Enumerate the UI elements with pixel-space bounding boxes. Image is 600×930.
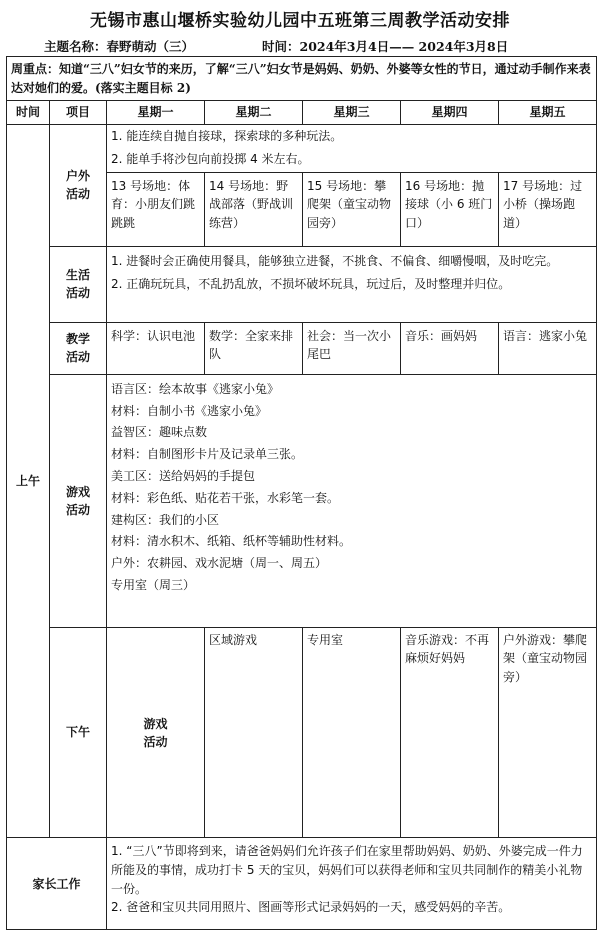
theme-label: 主题名称：: [44, 39, 107, 54]
teaching-friday: 语言：逃家小兔: [499, 322, 597, 374]
header-time: 时间: [7, 101, 50, 125]
venue-wednesday: 15 号场地：攀爬架（童宝动物园旁）: [303, 172, 401, 246]
game-line: 户外：农耕园、戏水泥塘（周一、周五）: [111, 556, 328, 571]
life-goal: 1. 进餐时会正确使用餐具，能够独立进餐，不挑食、不偏食、细嚼慢咽，及时吃完。: [111, 253, 559, 268]
schedule-table: [6, 56, 597, 930]
parent-line: 1. “三八”节即将到来，请爸爸妈妈们允许孩子们在家里帮助妈妈、奶奶、外婆完成一件力所能及的事情，成功打卡 5 天的宝贝，妈妈们可以获得老师和宝贝共同制作的精美小礼物一份。: [111, 844, 583, 896]
life-goal: 2. 正确玩玩具，不乱扔乱放，不损坏破坏玩具，玩过后，及时整理并归位。: [111, 277, 511, 292]
game-line: 材料：自制小书《逃家小兔》: [111, 403, 268, 418]
game-content: [107, 374, 597, 627]
morning-label: 上午: [7, 124, 50, 838]
header-thursday: 星期四: [401, 101, 499, 125]
life-goals: [107, 246, 597, 322]
outdoor-label: 户外 活动: [50, 124, 107, 246]
teaching-monday: 科学：认识电池: [107, 322, 205, 374]
outdoor-goal: 2. 能单手将沙包向前投掷 4 米左右。: [111, 152, 310, 167]
venue-friday: 17 号场地：过小桥（操场跑道）: [499, 172, 597, 246]
time-label: 时间：: [262, 39, 300, 54]
week-focus: 周重点：知道“三八”妇女节的来历，了解“三八”妇女节是妈妈、奶奶、外婆等女性的节日，通过动手制作来表达对她们的爱。(落实主题目标 2): [7, 57, 597, 101]
time-line: [262, 37, 508, 55]
game-line: 语言区：绘本故事《逃家小兔》: [111, 381, 280, 396]
header-tuesday: 星期二: [205, 101, 303, 125]
afternoon-tuesday: 专用室: [303, 627, 401, 838]
page-title: 无锡市惠山堰桥实验幼儿园中五班第三周教学活动安排: [90, 11, 510, 31]
time-value: 2024年3月4日—— 2024年3月8日: [299, 39, 509, 54]
theme-line: [44, 37, 194, 55]
focus-row: [7, 57, 597, 101]
game-line: 美工区：送给妈妈的手提包: [111, 468, 256, 483]
afternoon-row: [7, 627, 597, 838]
outdoor-goals: [107, 124, 597, 172]
outdoor-goals-row: [7, 124, 597, 172]
life-label: 生活 活动: [50, 246, 107, 322]
afternoon-game-label: 游戏 活动: [107, 627, 205, 838]
teaching-tuesday: 数学：全家来排队: [205, 322, 303, 374]
teaching-wednesday: 社会：当一次小尾巴: [303, 322, 401, 374]
venue-monday: 13 号场地：体育：小朋友们跳跳跳: [107, 172, 205, 246]
theme-value: 春野萌动（三）: [106, 39, 195, 54]
teaching-thursday: 音乐：画妈妈: [401, 322, 499, 374]
afternoon-wednesday: 音乐游戏：不再麻烦好妈妈: [401, 627, 499, 838]
venue-thursday: 16 号场地：抛接球（小 6 班门口）: [401, 172, 499, 246]
game-line: 材料：清水积木、纸箱、纸杯等辅助性材料。: [111, 534, 352, 549]
game-row: [7, 374, 597, 627]
header-item: 项目: [50, 101, 107, 125]
header-friday: 星期五: [499, 101, 597, 125]
header-wednesday: 星期三: [303, 101, 401, 125]
afternoon-monday: 区域游戏: [205, 627, 303, 838]
game-label: 游戏 活动: [50, 374, 107, 627]
game-line: 建构区：我们的小区: [111, 512, 220, 527]
game-line: 益智区：趣味点数: [111, 425, 208, 440]
game-line: 专用室（周三）: [111, 577, 196, 592]
parent-label: 家长工作: [7, 838, 107, 930]
afternoon-thursday: 户外游戏：攀爬架（童宝动物园旁）: [499, 627, 597, 838]
venue-tuesday: 14 号场地：野战部落（野战训练营）: [205, 172, 303, 246]
game-line: 材料：自制图形卡片及记录单三张。: [111, 447, 304, 462]
afternoon-label: 下午: [50, 627, 107, 838]
parent-line: 2. 爸爸和宝贝共同用照片、图画等形式记录妈妈的一天，感受妈妈的辛苦。: [111, 900, 511, 915]
header-monday: 星期一: [107, 101, 205, 125]
parent-content: [107, 838, 597, 930]
teaching-row: [7, 322, 597, 374]
life-row: [7, 246, 597, 322]
teaching-label: 教学 活动: [50, 322, 107, 374]
header-row: [7, 101, 597, 125]
outdoor-goal: 1. 能连续自抛自接球，探索球的多种玩法。: [111, 128, 343, 143]
parent-row: [7, 838, 597, 930]
game-line: 材料：彩色纸、贴花若干张，水彩笔一套。: [111, 490, 340, 505]
